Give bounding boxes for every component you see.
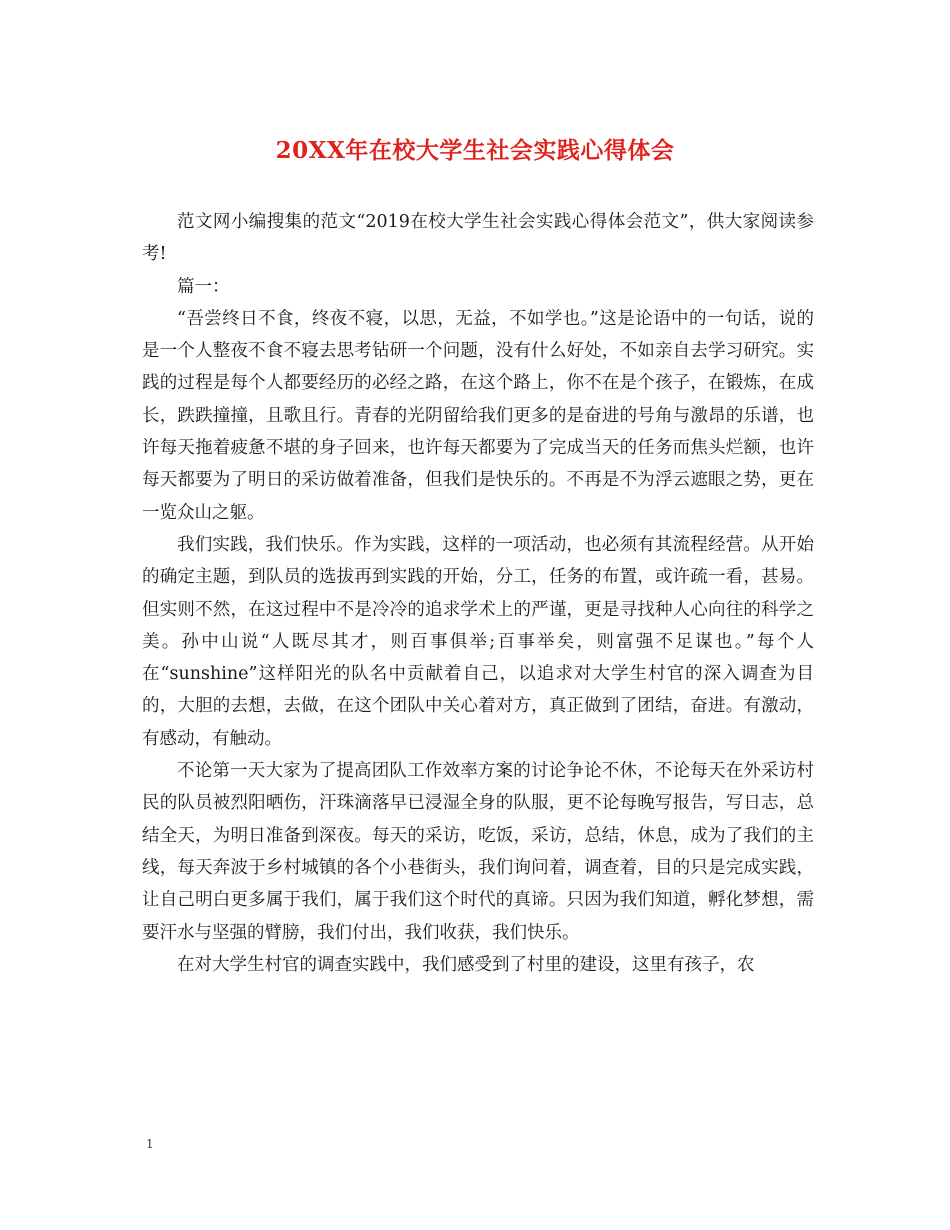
paragraph-3: 不论第一天大家为了提高团队工作效率方案的讨论争论不休，不论每天在外采访村民的队员被烈阳晒伤，汗珠滴落早已浸湿全身的队服，更不论每晚写报告，写日志，总结全天，为明日准备到深夜。每天的采访，吃饭，采访，总结，休息，成为了我们的主线，每天奔波于乡村城镇的各个小巷街头，我们询问着，调查着，目的只是完成实践，让自己明白更多属于我们，属于我们这个时代的真谛。只因为我们知道，孵化梦想，需要汗水与坚强的臂膀，我们付出，我们收获，我们快乐。 xyxy=(142,761,814,943)
paragraph-intro: 范文网小编搜集的范文“2019在校大学生社会实践心得体会范文”，供大家阅读参考! xyxy=(142,212,814,265)
paragraph-section-heading: 篇一： xyxy=(177,276,230,297)
paragraph-1: “吾尝终日不食，终夜不寝，以思，无益，不如学也。”这是论语中的一句话，说的是一个人整夜不食不寝去思考钻研一个问题，没有什么好处，不如亲自去学习研究。实践的过程是每个人都要经历的必经之路，在这个路上，你不在是个孩子，在锻炼，在成长，跌跌撞撞，且歌且行。青春的光阴留给我们更多的是奋进的号角与激昂的乐谱，也许每天拖着疲惫不堪的身子回来，也许每天都要为了完成当天的任务而焦头烂额，也许每天都要为了明日的采访做着准备，但我们是快乐的。不再是不为浮云遮眼之势，更在一览众山之躯。 xyxy=(142,308,814,523)
document-body xyxy=(142,206,814,981)
page-number: 1 xyxy=(146,1137,154,1151)
document-title: 20XX年在校大学生社会实践心得体会 xyxy=(275,137,675,164)
paragraph-4: 在对大学生村官的调查实践中，我们感受到了村里的建设，这里有孩子，农 xyxy=(177,954,755,975)
paragraph-2: 我们实践，我们快乐。作为实践，这样的一项活动，也必须有其流程经营。从开始的确定主题，到队员的选拔再到实践的开始，分工，任务的布置，或许疏一看，甚易。但实则不然，在这过程中不是冷冷的追求学术上的严谨，更是寻找种人心向往的科学之美。孙中山说“人既尽其才，则百事俱举;百事举矣，则富强不足谋也。”每个人在“sunshine”这样阳光的队名中贡献着自己，以追求对大学生村官的深入调查为目的，大胆的去想，去做，在这个团队中关心着对方，真正做到了团结，奋进。有激动，有感动，有触动。 xyxy=(142,534,814,749)
